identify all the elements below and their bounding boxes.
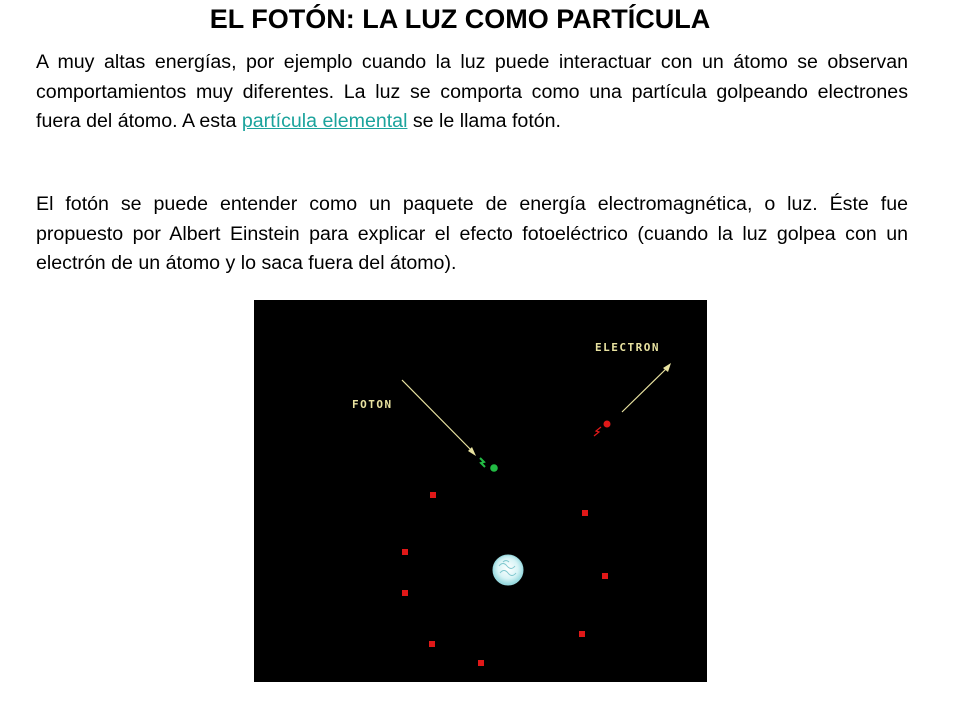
paragraph-intro-text-b: se le llama fotón. xyxy=(407,110,562,132)
electron-label: ELECTRON xyxy=(595,341,660,354)
electron-dot xyxy=(579,631,585,637)
electron-trail xyxy=(594,427,601,436)
electron-dot xyxy=(402,590,408,596)
ejected-electron xyxy=(604,421,611,428)
paragraph-intro-text-a: A muy altas energías, por ejemplo cuando la luz puede interactuar con un átomo se observan comportamientos muy diferentes. La luz se comporta como una partícula golpeando electrones fuera del átomo. A esta xyxy=(36,51,908,132)
electron-dot xyxy=(602,573,608,579)
nucleus xyxy=(493,555,523,585)
electron-arrow xyxy=(622,363,671,412)
paragraph-photon-definition: El fotón se puede entender como un paquete de energía electromagnética, o luz. Éste fue propuesto por Albert Einstein para explicar el efecto fotoeléctrico (cuando la luz golpea con un electrón de un átomo y lo saca fuera del átomo). xyxy=(36,193,908,274)
paragraph-intro xyxy=(36,48,908,137)
photoelectric-diagram xyxy=(254,300,707,682)
photon-arrow xyxy=(402,380,476,456)
electron-dot xyxy=(582,510,588,516)
photoelectric-figure xyxy=(254,300,707,682)
photon-particle xyxy=(490,464,498,472)
electron-dot xyxy=(429,641,435,647)
elemental-particle-link[interactable]: partícula elemental xyxy=(241,110,408,132)
electron-dot xyxy=(478,660,484,666)
photon-label: FOTON xyxy=(352,398,393,411)
page-title: EL FOTÓN: LA LUZ COMO PARTÍCULA xyxy=(209,4,711,34)
electron-dot xyxy=(402,549,408,555)
photon-wave xyxy=(480,458,485,467)
electron-dot xyxy=(430,492,436,498)
